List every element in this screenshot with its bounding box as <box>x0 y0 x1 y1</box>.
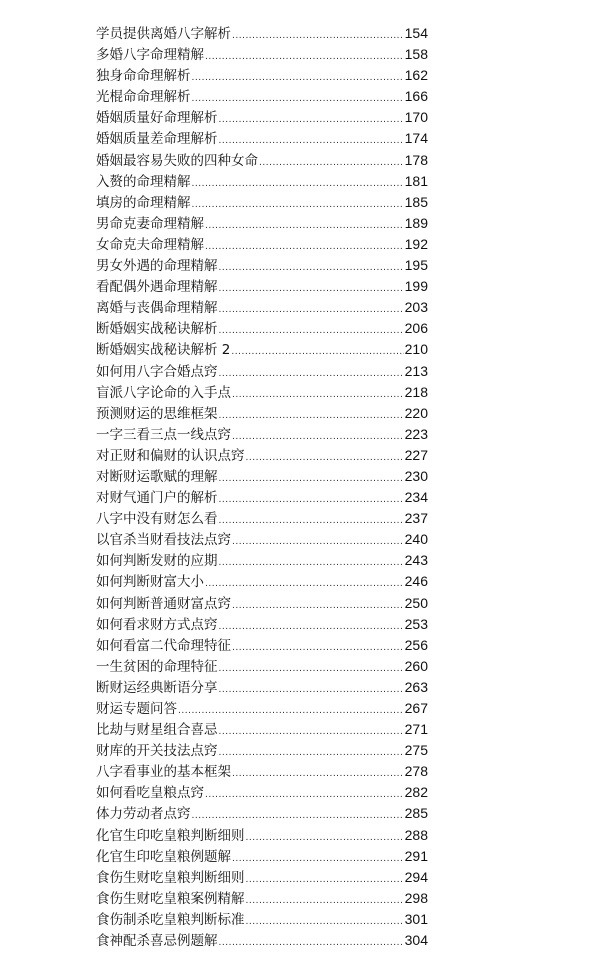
toc-entry <box>96 424 428 445</box>
toc-entry-page-number: 220 <box>404 404 428 421</box>
toc-entry <box>96 255 428 276</box>
toc-entry-title: 入赘的命理精解 <box>96 173 191 190</box>
toc-entry <box>96 867 428 888</box>
toc-entry-page-number: 250 <box>404 594 428 611</box>
toc-entry-title: 男女外遇的命理精解 <box>96 258 218 275</box>
toc-entry-title: 断婚姻实战秘诀解析 2 <box>96 342 231 359</box>
toc-entry-page-number: 192 <box>404 235 428 252</box>
toc-entry-page-number: 162 <box>404 67 428 84</box>
toc-entry-page-number: 181 <box>404 172 428 189</box>
toc-entry-page-number: 213 <box>404 362 428 379</box>
toc-entry-page-number: 174 <box>404 130 428 147</box>
toc-entry-title: 盲派八字论命的入手点 <box>96 384 231 401</box>
toc-entry-title: 女命克夫命理精解 <box>96 236 204 253</box>
toc-entry-page-number: 234 <box>404 489 428 506</box>
toc-entry <box>96 171 428 192</box>
toc-entry-page-number: 260 <box>404 657 428 674</box>
toc-entry-page-number: 203 <box>404 299 428 316</box>
toc-entry-page-number: 256 <box>404 636 428 653</box>
toc-entry-page-number: 210 <box>404 341 428 358</box>
toc-entry <box>96 297 428 318</box>
dot-leader <box>178 701 404 722</box>
dot-leader <box>219 131 404 152</box>
dot-leader <box>246 448 404 469</box>
dot-leader <box>246 870 404 891</box>
toc-entry-page-number: 223 <box>404 425 428 442</box>
toc-entry-title: 食神配杀喜忌例题解 <box>96 933 218 950</box>
dot-leader <box>232 385 404 406</box>
toc-entry-page-number: 166 <box>404 88 428 105</box>
toc-entry <box>96 614 428 635</box>
toc-entry <box>96 86 428 107</box>
toc-entry <box>96 550 428 571</box>
dot-leader <box>232 532 404 553</box>
toc-entry <box>96 107 428 128</box>
dot-leader <box>232 638 404 659</box>
toc-entry <box>96 740 428 761</box>
toc-entry-title: 离婚与丧偶命理精解 <box>96 300 218 317</box>
toc-entry-page-number: 282 <box>404 784 428 801</box>
toc-entry <box>96 487 428 508</box>
toc-entry <box>96 593 428 614</box>
toc-entry-title: 如何判断财富大小 <box>96 574 204 591</box>
toc-entry-title: 独身命命理解析 <box>96 68 191 85</box>
toc-entry-title: 如何用八字合婚点窍 <box>96 363 218 380</box>
toc-entry <box>96 803 428 824</box>
toc-entry-title: 如何看吃皇粮点窍 <box>96 785 204 802</box>
toc-entry-page-number: 275 <box>404 742 428 759</box>
toc-entry-title: 食伤制杀吃皇粮判断标准 <box>96 911 245 928</box>
toc-entry-title: 断婚姻实战秘诀解析 <box>96 321 218 338</box>
toc-entry-page-number: 178 <box>404 151 428 168</box>
toc-entry-title: 如何判断普通财富点窍 <box>96 595 231 612</box>
toc-entry-page-number: 298 <box>404 889 428 906</box>
toc-entry-title: 对正财和偏财的认识点窍 <box>96 447 245 464</box>
toc-entry-title: 体力劳动者点窍 <box>96 806 191 823</box>
dot-leader <box>192 89 404 110</box>
toc-entry <box>96 276 428 297</box>
toc-entry-page-number: 195 <box>404 257 428 274</box>
dot-leader <box>219 490 404 511</box>
toc-entry-title: 婚姻最容易失败的四种女命 <box>96 152 258 169</box>
dot-leader <box>232 596 404 617</box>
toc-entry-page-number: 218 <box>404 383 428 400</box>
dot-leader <box>219 553 404 574</box>
toc-entry <box>96 782 428 803</box>
toc-entry <box>96 846 428 867</box>
toc-entry <box>96 65 428 86</box>
toc-entry-title: 以官杀当财看技法点窍 <box>96 532 231 549</box>
toc-entry-page-number: 170 <box>404 109 428 126</box>
toc-entry-title: 男命克妻命理精解 <box>96 215 204 232</box>
dot-leader <box>219 617 404 638</box>
toc-entry <box>96 529 428 550</box>
toc-entry-page-number: 304 <box>404 932 428 949</box>
dot-leader <box>219 364 404 385</box>
toc-entry-page-number: 285 <box>404 805 428 822</box>
toc-entry <box>96 361 428 382</box>
dot-leader <box>219 469 404 490</box>
toc-entry-page-number: 240 <box>404 531 428 548</box>
dot-leader <box>259 153 404 174</box>
toc-entry-title: 化官生印吃皇粮例题解 <box>96 848 231 865</box>
toc-entry-title: 化官生印吃皇粮判断细则 <box>96 827 245 844</box>
dot-leader <box>232 849 404 870</box>
toc-entry <box>96 677 428 698</box>
toc-entry-page-number: 278 <box>404 763 428 780</box>
toc-entry-page-number: 185 <box>404 193 428 210</box>
toc-entry-title: 比劫与财星组合喜忌 <box>96 722 218 739</box>
toc-entry-title: 如何看富二代命理特征 <box>96 637 231 654</box>
toc-entry <box>96 150 428 171</box>
toc-entry <box>96 339 428 360</box>
toc-entry-page-number: 237 <box>404 510 428 527</box>
toc-entry-page-number: 263 <box>404 678 428 695</box>
toc-entry-title: 多婚八字命理精解 <box>96 47 204 64</box>
dot-leader <box>219 110 404 131</box>
dot-leader <box>246 912 404 933</box>
toc-entry-title: 财库的开关技法点窍 <box>96 743 218 760</box>
toc-entry-title: 预测财运的思维框架 <box>96 405 218 422</box>
dot-leader <box>219 258 404 279</box>
toc-entry <box>96 656 428 677</box>
toc-entry-page-number: 199 <box>404 278 428 295</box>
dot-leader <box>205 785 404 806</box>
toc-entry <box>96 192 428 213</box>
dot-leader <box>192 195 404 216</box>
toc-entry-page-number: 271 <box>404 721 428 738</box>
toc-entry-page-number: 288 <box>404 826 428 843</box>
dot-leader <box>232 427 404 448</box>
toc-entry <box>96 403 428 424</box>
dot-leader <box>219 722 404 743</box>
toc-entry <box>96 761 428 782</box>
dot-leader <box>246 828 404 849</box>
toc-entry <box>96 44 428 65</box>
toc-entry <box>96 635 428 656</box>
dot-leader <box>219 659 404 680</box>
dot-leader <box>219 279 404 300</box>
dot-leader <box>192 68 404 89</box>
toc-entry <box>96 930 428 951</box>
toc-entry-title: 八字中没有财怎么看 <box>96 511 218 528</box>
toc-entry <box>96 234 428 255</box>
toc-entry-title: 一字三看三点一线点窍 <box>96 426 231 443</box>
toc-entry-page-number: 267 <box>404 700 428 716</box>
toc-entry-title: 食伤生财吃皇粮判断细则 <box>96 869 245 886</box>
dot-leader <box>192 174 404 195</box>
dot-leader <box>205 216 404 237</box>
table-of-contents <box>96 23 428 951</box>
dot-leader <box>205 237 404 258</box>
toc-entry-title: 财运专题问答 <box>96 701 177 717</box>
toc-entry <box>96 909 428 930</box>
dot-leader <box>231 342 403 363</box>
toc-entry-title: 如何判断发财的应期 <box>96 553 218 570</box>
toc-entry-page-number: 253 <box>404 615 428 632</box>
toc-entry <box>96 23 428 44</box>
dot-leader <box>192 806 404 827</box>
toc-entry-title: 看配偶外遇命理精解 <box>96 279 218 296</box>
dot-leader <box>232 26 404 47</box>
toc-entry <box>96 213 428 234</box>
toc-entry-title: 一生贫困的命理特征 <box>96 658 218 675</box>
toc-entry <box>96 825 428 846</box>
toc-entry <box>96 128 428 149</box>
toc-entry <box>96 698 428 719</box>
dot-leader <box>246 891 404 912</box>
toc-entry-page-number: 158 <box>404 46 428 63</box>
toc-entry-page-number: 301 <box>404 910 428 927</box>
toc-entry <box>96 888 428 909</box>
toc-entry-title: 对财气通门户的解析 <box>96 490 218 507</box>
toc-entry-title: 填房的命理精解 <box>96 194 191 211</box>
toc-entry <box>96 719 428 740</box>
dot-leader <box>219 743 404 764</box>
toc-entry-page-number: 227 <box>404 446 428 463</box>
dot-leader <box>205 574 404 595</box>
toc-entry <box>96 571 428 592</box>
toc-entry-title: 婚姻质量差命理解析 <box>96 131 218 148</box>
dot-leader <box>219 321 404 342</box>
toc-entry-title: 如何看求财方式点窍 <box>96 616 218 633</box>
toc-entry <box>96 318 428 339</box>
toc-entry-page-number: 243 <box>404 552 428 569</box>
toc-entry <box>96 508 428 529</box>
toc-entry-title: 婚姻质量好命理解析 <box>96 110 218 127</box>
toc-entry-title: 学员提供离婚八字解析 <box>96 26 231 42</box>
toc-entry <box>96 445 428 466</box>
dot-leader <box>205 47 404 68</box>
dot-leader <box>219 300 404 321</box>
toc-entry-page-number: 294 <box>404 868 428 885</box>
toc-entry <box>96 382 428 403</box>
toc-entry-page-number: 154 <box>404 25 428 41</box>
toc-entry-page-number: 246 <box>404 573 428 590</box>
dot-leader <box>219 680 404 701</box>
toc-entry-page-number: 291 <box>404 847 428 864</box>
toc-entry-title: 食伤生财吃皇粮案例精解 <box>96 890 245 907</box>
toc-entry <box>96 466 428 487</box>
toc-entry-title: 八字看事业的基本框架 <box>96 764 231 781</box>
toc-entry-page-number: 189 <box>404 214 428 231</box>
dot-leader <box>219 406 404 427</box>
dot-leader <box>232 764 404 785</box>
toc-entry-title: 对断财运歌赋的理解 <box>96 468 218 485</box>
dot-leader <box>219 933 404 954</box>
toc-entry-page-number: 206 <box>404 320 428 337</box>
dot-leader <box>219 511 404 532</box>
toc-entry-title: 光棍命命理解析 <box>96 89 191 106</box>
toc-entry-title: 断财运经典断语分享 <box>96 679 218 696</box>
toc-entry-page-number: 230 <box>404 467 428 484</box>
